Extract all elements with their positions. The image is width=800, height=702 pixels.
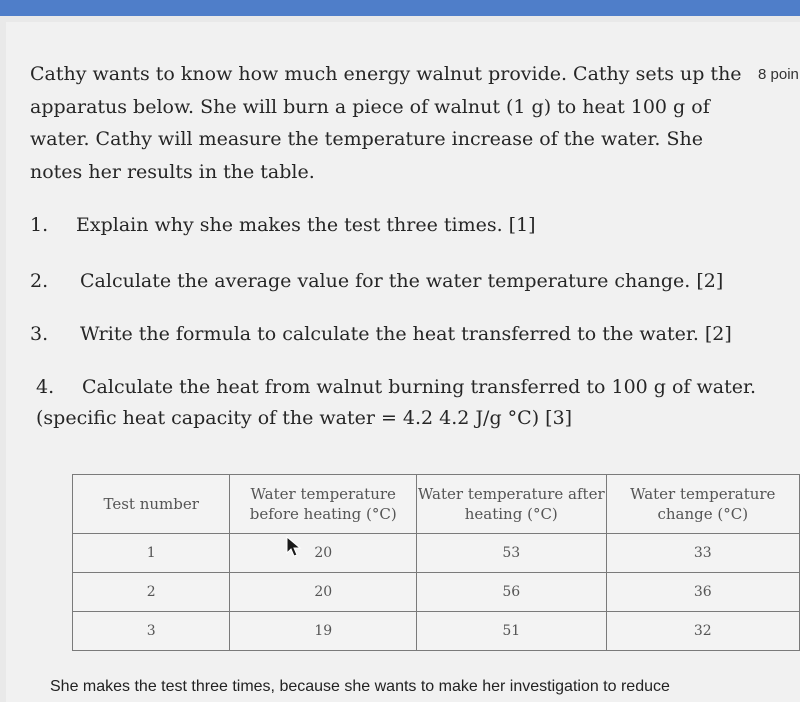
table-cell: 36: [606, 573, 799, 612]
table-header-row: [73, 475, 800, 534]
question-number: 3.: [30, 323, 49, 345]
table-cell: 33: [606, 534, 799, 573]
table-cell: 51: [417, 612, 607, 651]
question-number: 2.: [30, 270, 49, 292]
question-4-note: (specific heat capacity of the water = 4.2 4.2 J/g °C) [3]: [36, 407, 573, 429]
table-row: [73, 612, 800, 651]
table-cell: 56: [417, 573, 607, 612]
table-cell: 20: [230, 534, 417, 573]
table-cell: 53: [417, 534, 607, 573]
question-text: Write the formula to calculate the heat transferred to the water. [2]: [80, 323, 732, 345]
question-intro: Cathy wants to know how much energy walnut provide. Cathy sets up the apparatus below. She will burn a piece of walnut (1 g) to heat 100 g of water. Cathy will measure the temperature increase of the water. She notes her results in the table.: [30, 63, 742, 183]
table-cell: 1: [73, 534, 230, 573]
mouse-cursor-icon: [286, 536, 302, 558]
table-cell: 20: [230, 573, 417, 612]
results-table: [72, 474, 800, 651]
header-temp-change: Water temperature change (°C): [606, 475, 799, 534]
table-row: [73, 573, 800, 612]
header-test-number: Test number: [73, 475, 230, 534]
answer-text[interactable]: She makes the test three times, because she wants to make her investigation to reduce: [50, 678, 670, 695]
table-cell: 3: [73, 612, 230, 651]
points-label: 8 poin: [758, 66, 799, 83]
table-row: [73, 534, 800, 573]
question-number: 1.: [30, 214, 49, 236]
table-cell: 2: [73, 573, 230, 612]
header-temp-after: Water temperature after heating (°C): [417, 475, 607, 534]
table-cell: 32: [606, 612, 799, 651]
question-text: Calculate the heat from walnut burning transferred to 100 g of water.: [82, 376, 756, 398]
top-bar: [0, 0, 800, 16]
header-temp-before: Water temperature before heating (°C): [230, 475, 417, 534]
question-number: 4.: [36, 376, 55, 398]
question-text: Explain why she makes the test three times. [1]: [76, 214, 536, 236]
question-text: Calculate the average value for the water temperature change. [2]: [80, 270, 724, 292]
table-cell: 19: [230, 612, 417, 651]
